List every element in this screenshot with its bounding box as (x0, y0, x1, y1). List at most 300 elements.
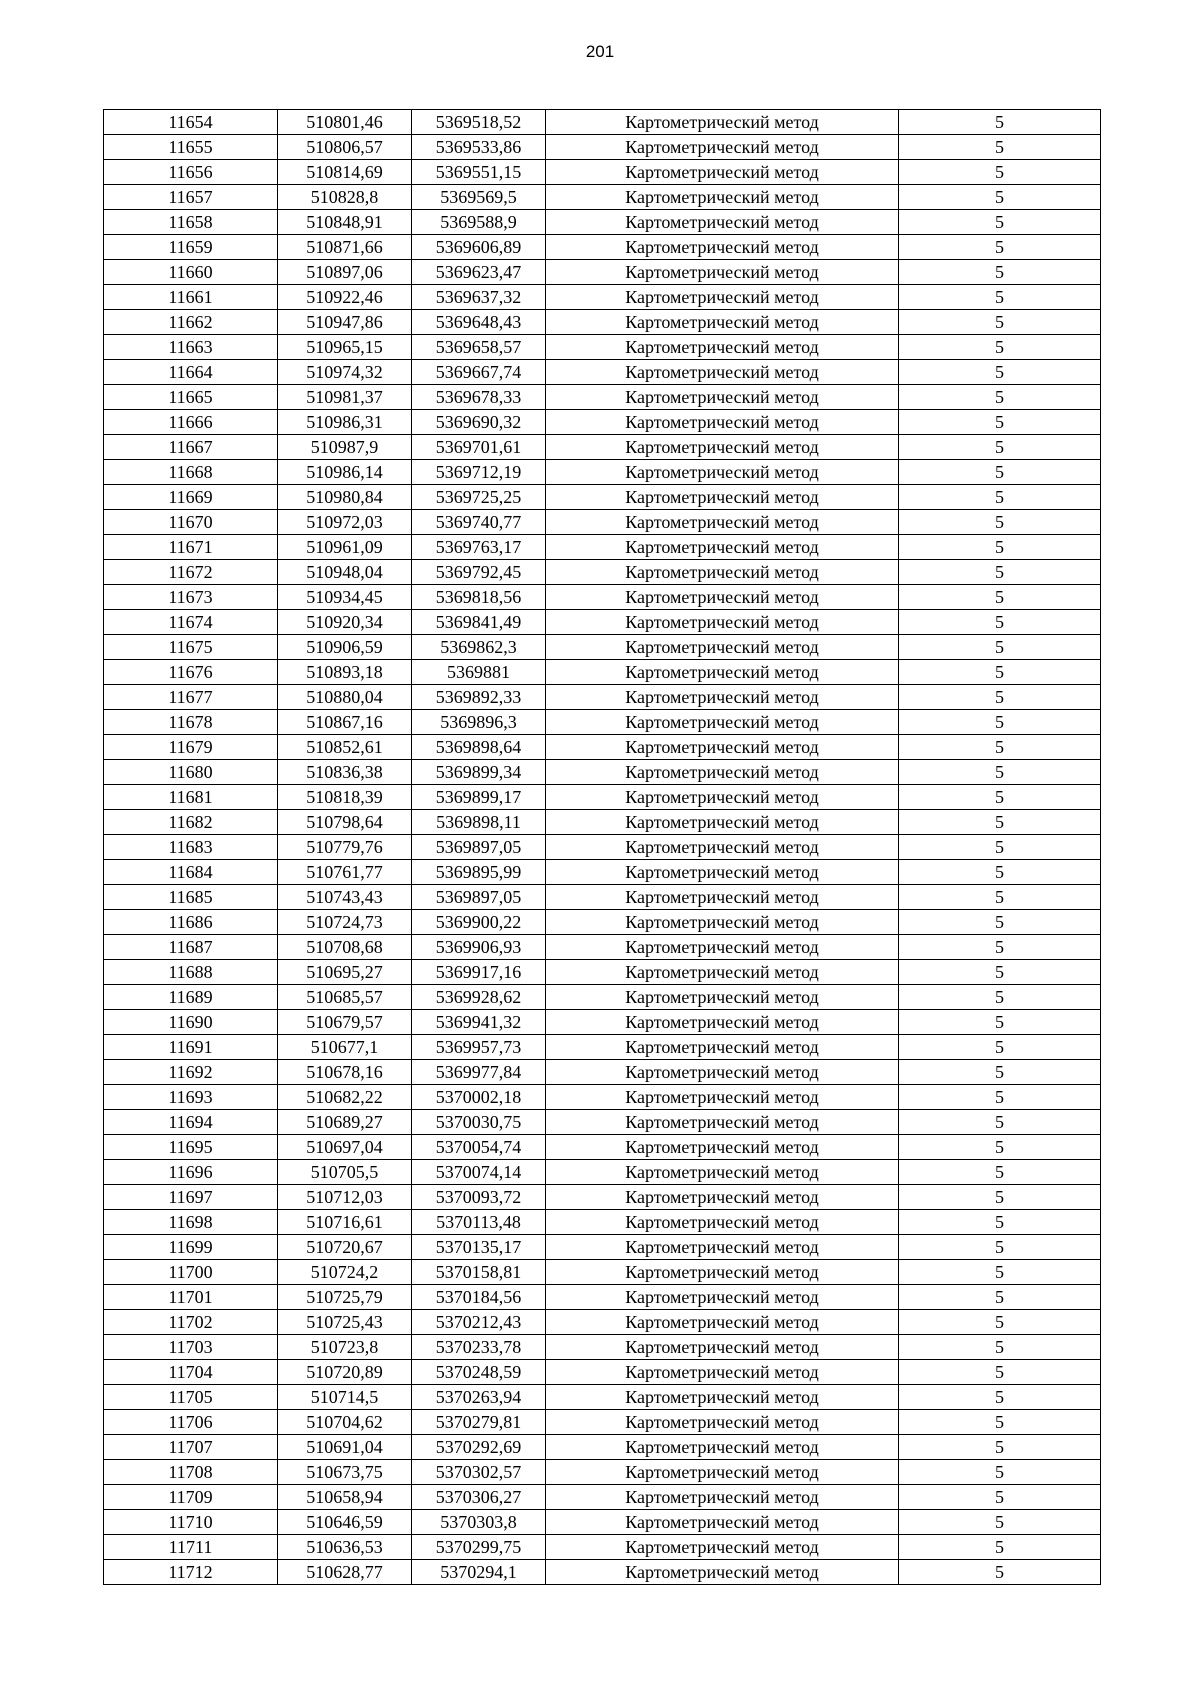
y-coordinate-cell: 5370002,18 (412, 1085, 546, 1110)
table-row (104, 510, 1101, 535)
method-cell: Картометрический метод (546, 160, 899, 185)
x-coordinate-cell: 510628,77 (278, 1560, 412, 1585)
method-cell: Картометрический метод (546, 710, 899, 735)
y-coordinate-cell: 5369896,3 (412, 710, 546, 735)
accuracy-cell: 5 (899, 785, 1101, 810)
y-coordinate-cell: 5369690,32 (412, 410, 546, 435)
point-number-cell: 11682 (104, 810, 278, 835)
x-coordinate-cell: 510920,34 (278, 610, 412, 635)
point-number-cell: 11692 (104, 1060, 278, 1085)
table-row (104, 785, 1101, 810)
point-number-cell: 11705 (104, 1385, 278, 1410)
accuracy-cell: 5 (899, 535, 1101, 560)
x-coordinate-cell: 510986,31 (278, 410, 412, 435)
y-coordinate-cell: 5370279,81 (412, 1410, 546, 1435)
y-coordinate-cell: 5369740,77 (412, 510, 546, 535)
accuracy-cell: 5 (899, 460, 1101, 485)
table-row (104, 1535, 1101, 1560)
method-cell: Картометрический метод (546, 935, 899, 960)
x-coordinate-cell: 510761,77 (278, 860, 412, 885)
point-number-cell: 11709 (104, 1485, 278, 1510)
table-row (104, 185, 1101, 210)
table-row (104, 735, 1101, 760)
method-cell: Картометрический метод (546, 1385, 899, 1410)
accuracy-cell: 5 (899, 910, 1101, 935)
method-cell: Картометрический метод (546, 785, 899, 810)
x-coordinate-cell: 510948,04 (278, 560, 412, 585)
method-cell: Картометрический метод (546, 1535, 899, 1560)
table-row (104, 385, 1101, 410)
point-number-cell: 11701 (104, 1285, 278, 1310)
accuracy-cell: 5 (899, 360, 1101, 385)
table-row (104, 1110, 1101, 1135)
method-cell: Картометрический метод (546, 1110, 899, 1135)
y-coordinate-cell: 5370074,14 (412, 1160, 546, 1185)
x-coordinate-cell: 510814,69 (278, 160, 412, 185)
table-row (104, 535, 1101, 560)
method-cell: Картометрический метод (546, 1010, 899, 1035)
x-coordinate-cell: 510906,59 (278, 635, 412, 660)
page-number: 201 (585, 42, 615, 61)
point-number-cell: 11698 (104, 1210, 278, 1235)
accuracy-cell: 5 (899, 685, 1101, 710)
accuracy-cell: 5 (899, 760, 1101, 785)
accuracy-cell: 5 (899, 185, 1101, 210)
method-cell: Картометрический метод (546, 660, 899, 685)
accuracy-cell: 5 (899, 1060, 1101, 1085)
method-cell: Картометрический метод (546, 1135, 899, 1160)
accuracy-cell: 5 (899, 260, 1101, 285)
table-row (104, 1385, 1101, 1410)
table-row (104, 410, 1101, 435)
x-coordinate-cell: 510646,59 (278, 1510, 412, 1535)
y-coordinate-cell: 5370184,56 (412, 1285, 546, 1310)
y-coordinate-cell: 5369606,89 (412, 235, 546, 260)
accuracy-cell: 5 (899, 1010, 1101, 1035)
method-cell: Картометрический метод (546, 335, 899, 360)
x-coordinate-cell: 510704,62 (278, 1410, 412, 1435)
method-cell: Картометрический метод (546, 1510, 899, 1535)
y-coordinate-cell: 5369792,45 (412, 560, 546, 585)
point-number-cell: 11664 (104, 360, 278, 385)
table-row (104, 835, 1101, 860)
y-coordinate-cell: 5370299,75 (412, 1535, 546, 1560)
table-row (104, 960, 1101, 985)
accuracy-cell: 5 (899, 710, 1101, 735)
x-coordinate-cell: 510708,68 (278, 935, 412, 960)
table-row (104, 1485, 1101, 1510)
x-coordinate-cell: 510720,89 (278, 1360, 412, 1385)
table-row (104, 260, 1101, 285)
y-coordinate-cell: 5369917,16 (412, 960, 546, 985)
x-coordinate-cell: 510818,39 (278, 785, 412, 810)
accuracy-cell: 5 (899, 1185, 1101, 1210)
x-coordinate-cell: 510716,61 (278, 1210, 412, 1235)
point-number-cell: 11703 (104, 1335, 278, 1360)
y-coordinate-cell: 5369667,74 (412, 360, 546, 385)
x-coordinate-cell: 510723,8 (278, 1335, 412, 1360)
method-cell: Картометрический метод (546, 610, 899, 635)
point-number-cell: 11678 (104, 710, 278, 735)
point-number-cell: 11707 (104, 1435, 278, 1460)
accuracy-cell: 5 (899, 1410, 1101, 1435)
y-coordinate-cell: 5369977,84 (412, 1060, 546, 1085)
y-coordinate-cell: 5369648,43 (412, 310, 546, 335)
table-row (104, 885, 1101, 910)
y-coordinate-cell: 5369881 (412, 660, 546, 685)
method-cell: Картометрический метод (546, 1310, 899, 1335)
method-cell: Картометрический метод (546, 1035, 899, 1060)
point-number-cell: 11667 (104, 435, 278, 460)
method-cell: Картометрический метод (546, 885, 899, 910)
method-cell: Картометрический метод (546, 1460, 899, 1485)
table-row (104, 910, 1101, 935)
table-row (104, 235, 1101, 260)
x-coordinate-cell: 510697,04 (278, 1135, 412, 1160)
x-coordinate-cell: 510658,94 (278, 1485, 412, 1510)
accuracy-cell: 5 (899, 585, 1101, 610)
point-number-cell: 11686 (104, 910, 278, 935)
table-row (104, 810, 1101, 835)
table-row (104, 1010, 1101, 1035)
x-coordinate-cell: 510922,46 (278, 285, 412, 310)
table-row (104, 1285, 1101, 1310)
y-coordinate-cell: 5369725,25 (412, 485, 546, 510)
table-row (104, 1510, 1101, 1535)
accuracy-cell: 5 (899, 1035, 1101, 1060)
point-number-cell: 11676 (104, 660, 278, 685)
table-row (104, 1210, 1101, 1235)
x-coordinate-cell: 510677,1 (278, 1035, 412, 1060)
x-coordinate-cell: 510798,64 (278, 810, 412, 835)
accuracy-cell: 5 (899, 335, 1101, 360)
method-cell: Картометрический метод (546, 1335, 899, 1360)
table-row (104, 760, 1101, 785)
method-cell: Картометрический метод (546, 1435, 899, 1460)
point-number-cell: 11689 (104, 985, 278, 1010)
table-row (104, 610, 1101, 635)
accuracy-cell: 5 (899, 935, 1101, 960)
method-cell: Картометрический метод (546, 1260, 899, 1285)
accuracy-cell: 5 (899, 810, 1101, 835)
point-number-cell: 11712 (104, 1560, 278, 1585)
accuracy-cell: 5 (899, 1435, 1101, 1460)
point-number-cell: 11672 (104, 560, 278, 585)
point-number-cell: 11665 (104, 385, 278, 410)
method-cell: Картометрический метод (546, 210, 899, 235)
accuracy-cell: 5 (899, 1335, 1101, 1360)
accuracy-cell: 5 (899, 835, 1101, 860)
method-cell: Картометрический метод (546, 360, 899, 385)
x-coordinate-cell: 510806,57 (278, 135, 412, 160)
x-coordinate-cell: 510691,04 (278, 1435, 412, 1460)
method-cell: Картометрический метод (546, 385, 899, 410)
table-row (104, 160, 1101, 185)
table-row (104, 1335, 1101, 1360)
point-number-cell: 11695 (104, 1135, 278, 1160)
accuracy-cell: 5 (899, 1135, 1101, 1160)
x-coordinate-cell: 510965,15 (278, 335, 412, 360)
y-coordinate-cell: 5370306,27 (412, 1485, 546, 1510)
table-row (104, 485, 1101, 510)
x-coordinate-cell: 510682,22 (278, 1085, 412, 1110)
table-row (104, 1035, 1101, 1060)
x-coordinate-cell: 510852,61 (278, 735, 412, 760)
point-number-cell: 11693 (104, 1085, 278, 1110)
accuracy-cell: 5 (899, 1510, 1101, 1535)
y-coordinate-cell: 5370233,78 (412, 1335, 546, 1360)
method-cell: Картометрический метод (546, 535, 899, 560)
x-coordinate-cell: 510980,84 (278, 485, 412, 510)
x-coordinate-cell: 510678,16 (278, 1060, 412, 1085)
x-coordinate-cell: 510893,18 (278, 660, 412, 685)
y-coordinate-cell: 5370302,57 (412, 1460, 546, 1485)
method-cell: Картометрический метод (546, 685, 899, 710)
method-cell: Картометрический метод (546, 1560, 899, 1585)
point-number-cell: 11668 (104, 460, 278, 485)
method-cell: Картометрический метод (546, 960, 899, 985)
y-coordinate-cell: 5369551,15 (412, 160, 546, 185)
table-body (104, 110, 1101, 1585)
x-coordinate-cell: 510725,43 (278, 1310, 412, 1335)
method-cell: Картометрический метод (546, 835, 899, 860)
y-coordinate-cell: 5369623,47 (412, 260, 546, 285)
point-number-cell: 11655 (104, 135, 278, 160)
y-coordinate-cell: 5369898,64 (412, 735, 546, 760)
accuracy-cell: 5 (899, 1110, 1101, 1135)
y-coordinate-cell: 5369569,5 (412, 185, 546, 210)
y-coordinate-cell: 5369818,56 (412, 585, 546, 610)
y-coordinate-cell: 5369928,62 (412, 985, 546, 1010)
point-number-cell: 11700 (104, 1260, 278, 1285)
table-row (104, 210, 1101, 235)
method-cell: Картометрический метод (546, 1060, 899, 1085)
point-number-cell: 11690 (104, 1010, 278, 1035)
x-coordinate-cell: 510871,66 (278, 235, 412, 260)
x-coordinate-cell: 510679,57 (278, 1010, 412, 1035)
x-coordinate-cell: 510848,91 (278, 210, 412, 235)
x-coordinate-cell: 510743,43 (278, 885, 412, 910)
point-number-cell: 11691 (104, 1035, 278, 1060)
method-cell: Картометрический метод (546, 1210, 899, 1235)
method-cell: Картометрический метод (546, 1085, 899, 1110)
x-coordinate-cell: 510714,5 (278, 1385, 412, 1410)
accuracy-cell: 5 (899, 435, 1101, 460)
y-coordinate-cell: 5369899,34 (412, 760, 546, 785)
method-cell: Картометрический метод (546, 135, 899, 160)
accuracy-cell: 5 (899, 1160, 1101, 1185)
accuracy-cell: 5 (899, 660, 1101, 685)
point-number-cell: 11677 (104, 685, 278, 710)
table-row (104, 110, 1101, 135)
table-row (104, 1310, 1101, 1335)
accuracy-cell: 5 (899, 1285, 1101, 1310)
x-coordinate-cell: 510695,27 (278, 960, 412, 985)
y-coordinate-cell: 5369862,3 (412, 635, 546, 660)
accuracy-cell: 5 (899, 510, 1101, 535)
method-cell: Картометрический метод (546, 285, 899, 310)
point-number-cell: 11666 (104, 410, 278, 435)
method-cell: Картометрический метод (546, 1360, 899, 1385)
method-cell: Картометрический метод (546, 985, 899, 1010)
y-coordinate-cell: 5369957,73 (412, 1035, 546, 1060)
table-row (104, 285, 1101, 310)
point-number-cell: 11702 (104, 1310, 278, 1335)
method-cell: Картометрический метод (546, 860, 899, 885)
point-number-cell: 11681 (104, 785, 278, 810)
point-number-cell: 11657 (104, 185, 278, 210)
y-coordinate-cell: 5369898,11 (412, 810, 546, 835)
x-coordinate-cell: 510720,67 (278, 1235, 412, 1260)
table-row (104, 1460, 1101, 1485)
y-coordinate-cell: 5369518,52 (412, 110, 546, 135)
table-row (104, 1160, 1101, 1185)
point-number-cell: 11710 (104, 1510, 278, 1535)
x-coordinate-cell: 510689,27 (278, 1110, 412, 1135)
point-number-cell: 11683 (104, 835, 278, 860)
y-coordinate-cell: 5369678,33 (412, 385, 546, 410)
x-coordinate-cell: 510934,45 (278, 585, 412, 610)
x-coordinate-cell: 510705,5 (278, 1160, 412, 1185)
table-row (104, 135, 1101, 160)
y-coordinate-cell: 5369712,19 (412, 460, 546, 485)
method-cell: Картометрический метод (546, 735, 899, 760)
method-cell: Картометрический метод (546, 460, 899, 485)
accuracy-cell: 5 (899, 860, 1101, 885)
point-number-cell: 11694 (104, 1110, 278, 1135)
point-number-cell: 11711 (104, 1535, 278, 1560)
point-number-cell: 11706 (104, 1410, 278, 1435)
x-coordinate-cell: 510880,04 (278, 685, 412, 710)
x-coordinate-cell: 510636,53 (278, 1535, 412, 1560)
table-row (104, 1235, 1101, 1260)
y-coordinate-cell: 5369899,17 (412, 785, 546, 810)
point-number-cell: 11685 (104, 885, 278, 910)
y-coordinate-cell: 5370292,69 (412, 1435, 546, 1460)
accuracy-cell: 5 (899, 135, 1101, 160)
table-row (104, 1435, 1101, 1460)
y-coordinate-cell: 5369637,32 (412, 285, 546, 310)
accuracy-cell: 5 (899, 985, 1101, 1010)
method-cell: Картометрический метод (546, 1410, 899, 1435)
table-row (104, 1085, 1101, 1110)
method-cell: Картометрический метод (546, 1160, 899, 1185)
point-number-cell: 11679 (104, 735, 278, 760)
method-cell: Картометрический метод (546, 260, 899, 285)
coordinates-table (103, 109, 1101, 1585)
y-coordinate-cell: 5370113,48 (412, 1210, 546, 1235)
accuracy-cell: 5 (899, 1460, 1101, 1485)
method-cell: Картометрический метод (546, 485, 899, 510)
x-coordinate-cell: 510712,03 (278, 1185, 412, 1210)
point-number-cell: 11684 (104, 860, 278, 885)
table-row (104, 1185, 1101, 1210)
point-number-cell: 11662 (104, 310, 278, 335)
method-cell: Картометрический метод (546, 310, 899, 335)
x-coordinate-cell: 510947,86 (278, 310, 412, 335)
x-coordinate-cell: 510725,79 (278, 1285, 412, 1310)
y-coordinate-cell: 5370294,1 (412, 1560, 546, 1585)
table-row (104, 860, 1101, 885)
y-coordinate-cell: 5370158,81 (412, 1260, 546, 1285)
table-row (104, 460, 1101, 485)
point-number-cell: 11704 (104, 1360, 278, 1385)
x-coordinate-cell: 510828,8 (278, 185, 412, 210)
method-cell: Картометрический метод (546, 760, 899, 785)
table-row (104, 1260, 1101, 1285)
table-row (104, 985, 1101, 1010)
y-coordinate-cell: 5369763,17 (412, 535, 546, 560)
y-coordinate-cell: 5369701,61 (412, 435, 546, 460)
accuracy-cell: 5 (899, 110, 1101, 135)
accuracy-cell: 5 (899, 1385, 1101, 1410)
accuracy-cell: 5 (899, 1535, 1101, 1560)
y-coordinate-cell: 5370030,75 (412, 1110, 546, 1135)
table-row (104, 360, 1101, 385)
y-coordinate-cell: 5370303,8 (412, 1510, 546, 1535)
method-cell: Картометрический метод (546, 110, 899, 135)
x-coordinate-cell: 510724,2 (278, 1260, 412, 1285)
method-cell: Картометрический метод (546, 560, 899, 585)
accuracy-cell: 5 (899, 560, 1101, 585)
accuracy-cell: 5 (899, 960, 1101, 985)
table-row (104, 585, 1101, 610)
accuracy-cell: 5 (899, 1260, 1101, 1285)
y-coordinate-cell: 5369841,49 (412, 610, 546, 635)
table-row (104, 1360, 1101, 1385)
table-row (104, 935, 1101, 960)
accuracy-cell: 5 (899, 210, 1101, 235)
accuracy-cell: 5 (899, 485, 1101, 510)
y-coordinate-cell: 5369892,33 (412, 685, 546, 710)
x-coordinate-cell: 510673,75 (278, 1460, 412, 1485)
method-cell: Картометрический метод (546, 910, 899, 935)
accuracy-cell: 5 (899, 1310, 1101, 1335)
y-coordinate-cell: 5370054,74 (412, 1135, 546, 1160)
x-coordinate-cell: 510972,03 (278, 510, 412, 535)
x-coordinate-cell: 510974,32 (278, 360, 412, 385)
point-number-cell: 11673 (104, 585, 278, 610)
point-number-cell: 11656 (104, 160, 278, 185)
point-number-cell: 11660 (104, 260, 278, 285)
table-row (104, 710, 1101, 735)
table-row (104, 1135, 1101, 1160)
y-coordinate-cell: 5369906,93 (412, 935, 546, 960)
method-cell: Картометрический метод (546, 1285, 899, 1310)
point-number-cell: 11661 (104, 285, 278, 310)
accuracy-cell: 5 (899, 385, 1101, 410)
y-coordinate-cell: 5369895,99 (412, 860, 546, 885)
accuracy-cell: 5 (899, 1210, 1101, 1235)
y-coordinate-cell: 5370248,59 (412, 1360, 546, 1385)
point-number-cell: 11696 (104, 1160, 278, 1185)
y-coordinate-cell: 5370135,17 (412, 1235, 546, 1260)
accuracy-cell: 5 (899, 1235, 1101, 1260)
point-number-cell: 11675 (104, 635, 278, 660)
x-coordinate-cell: 510779,76 (278, 835, 412, 860)
accuracy-cell: 5 (899, 885, 1101, 910)
table-row (104, 335, 1101, 360)
point-number-cell: 11658 (104, 210, 278, 235)
accuracy-cell: 5 (899, 410, 1101, 435)
point-number-cell: 11687 (104, 935, 278, 960)
y-coordinate-cell: 5369900,22 (412, 910, 546, 935)
accuracy-cell: 5 (899, 1085, 1101, 1110)
point-number-cell: 11674 (104, 610, 278, 635)
x-coordinate-cell: 510867,16 (278, 710, 412, 735)
x-coordinate-cell: 510961,09 (278, 535, 412, 560)
method-cell: Картометрический метод (546, 185, 899, 210)
